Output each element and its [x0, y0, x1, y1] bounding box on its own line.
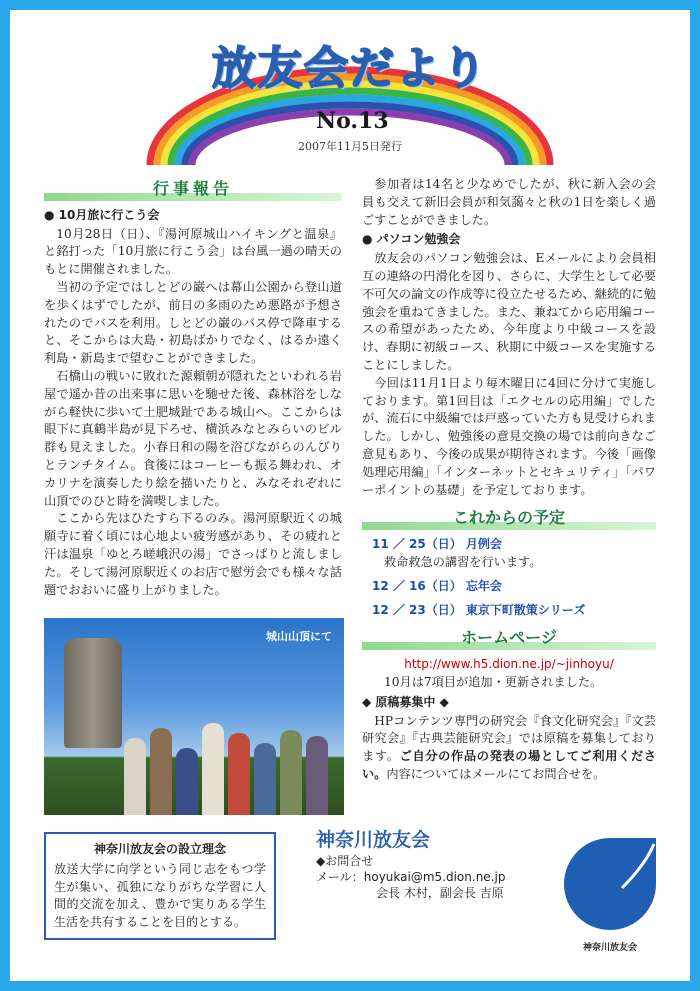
- submission-tail: 内容についてはメールにてお問合せを。: [386, 766, 606, 781]
- submission-paragraph: [362, 713, 656, 784]
- logo-mark-icon: [560, 830, 660, 938]
- trip-paragraph: 石橋山の戦いに敗れた源頼朝が隠れたといわれる岩屋で遥か昔の出来事に思いを馳せた後、森林浴をしながら軽快に歩いて土肥城趾である城山へ。ここからは眼下に真鶴半島が見下ろせ、横浜みなとみらいのビル群も見えました。小春日和の陽を浴びながらのんびりとランチタイム。食後にはコーヒーも振る舞われ、オカリナを演奏したり絵を描いたりと、みなそれぞれに山頂でのひと時を満喫しました。: [44, 368, 342, 508]
- schedule-note: 救命救急の講習を行います。: [384, 554, 542, 569]
- trip-paragraph: 10月28日（日）、『湯河原城山ハイキングと温泉』と銘打った「10月旅に行こう会」は台風一過の晴天のもとに開催されました。: [44, 226, 342, 277]
- submission-title: ◆ 原稿募集中 ◆: [362, 694, 449, 709]
- philosophy-text: 放送大学に向学という同じ志をもつ学生が集い、孤独になりがちな学習に人間的交流を加え、豊かで実りある学生生活を共有することを目的とする。: [54, 862, 266, 929]
- philosophy-title: 神奈川放友会の設立理念: [93, 842, 226, 856]
- homepage-update: 10月は7項目が追加・更新されました。: [384, 674, 603, 689]
- trip-paragraph-continued: 参加者は14名と少なめでしたが、秋に新入会の会員も交えて新旧会員が和気藹々と秋の1日を楽しく過ごすことができました。: [362, 177, 656, 227]
- pc-paragraph: 今回は11月1日より毎木曜日に4回に分けて実施しております。第1回目は「エクセルの応用編」でしたが、流石に中級編では戸惑っていた方も見受けられました。しかし、勉強後の意見交換の場では前向きなご意見もあり、今後の成果が期待されます。今後「画像処理応用編」「インターネットとセキュリティ」「パワーポイントの基礎」を予定しております。: [362, 375, 656, 497]
- submission-text: HPコンテンツ専門の研究会『食文化研究会』『文芸研究会』『古典芸能研究会』では原稿を募集しております。: [362, 713, 656, 764]
- contact-email[interactable]: メール：hoyukai@m5.dion.ne.jp: [316, 870, 506, 884]
- trip-paragraph: ここから先はひたすら下るのみ。湯河原駅近くの城願寺に着く頃には心地よい疲労感があり、その疲れと汗は温泉「ゆとろ嵯峨沢の湯」でさっぱりと流しました。そして湯河原駅近くのお店で慰労会でも様々な話題でおおいに盛り上がりました。: [44, 511, 342, 597]
- photo-caption: 城山山頂にて: [266, 630, 332, 643]
- issue-number: No.13: [316, 108, 389, 134]
- group-photo: [44, 618, 344, 815]
- officers: 会長 木村，副会長 吉原: [376, 886, 504, 900]
- organization-logo: [560, 830, 660, 953]
- pc-paragraph: 放友会のパソコン勉強会は、Eメールにより会員相互の連絡の円滑化を図り、さらに、大学生として必要不可欠の論文の作成等に役立たせるため、継続的に勉強会を重ねてきました。また、兼ねてから応用編コースの希望があったため、今年度より中級コースを設け、春期に初級コース、秋期に中級コースを実施することにしました。: [362, 251, 656, 372]
- submission-bold: ご自分の作品の発表の場としてご利用ください。: [362, 749, 657, 781]
- right-column: [362, 176, 656, 784]
- contact-label: ◆お問合せ: [316, 854, 374, 868]
- trip-paragraph: 当初の予定ではしとどの巌へは幕山公園から登山道を歩くはずでしたが、前日の多雨のため悪路が予想されたのでバスを利用。しとどの巌のバス停で降車すると、そこからは大島・初島ばかりでなく、はるか遠く利島・新島まで望むことができました。: [44, 279, 342, 366]
- issue-date: 2007年11月5日発行: [298, 140, 402, 153]
- schedule-item: 11 ／ 25（日） 月例会: [372, 537, 502, 552]
- newsletter-header: [0, 0, 700, 200]
- section-heading-homepage: ホームページ: [461, 628, 557, 648]
- organization-contact: [316, 829, 576, 901]
- section-heading-report: 行事報告: [152, 179, 233, 198]
- trip-title: ● 10月旅に行こう会: [44, 207, 160, 222]
- organization-name: 神奈川放友会: [316, 829, 431, 851]
- schedule-item: 12 ／ 16（日） 忘年会: [372, 578, 502, 593]
- logo-label: 神奈川放友会: [582, 943, 637, 953]
- newsletter-title: 放友会だより: [212, 43, 488, 94]
- stone-monument: [64, 638, 122, 748]
- pc-title: ● パソコン勉強会: [362, 232, 461, 247]
- left-column: [44, 180, 342, 599]
- homepage-link[interactable]: http://www.h5.dion.ne.jp/~jinhoyu/: [404, 657, 614, 672]
- section-heading-schedule: これからの予定: [452, 508, 565, 528]
- founding-philosophy-box: [44, 832, 276, 940]
- schedule-item: 12 ／ 23（日） 東京下町散策シリーズ: [372, 602, 586, 617]
- hikers-group: [124, 688, 344, 815]
